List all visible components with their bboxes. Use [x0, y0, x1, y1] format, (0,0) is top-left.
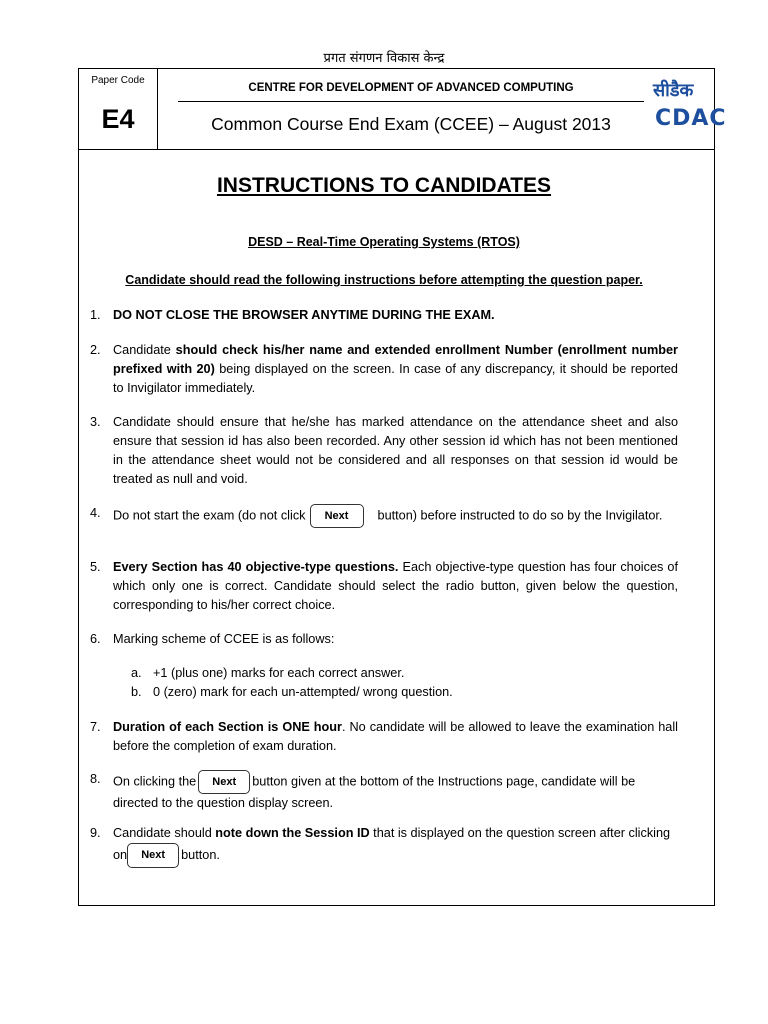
instruction-item: [90, 341, 678, 398]
item-number: 2.: [90, 343, 101, 357]
item-number: 9.: [90, 826, 101, 840]
instruction-item: [90, 630, 678, 649]
item-text: Marking scheme of CCEE is as follows:: [113, 632, 335, 646]
sub-item: [131, 664, 404, 683]
cdac-logo: [653, 76, 727, 136]
instruction-item: [90, 718, 678, 756]
sub-item-letter: a.: [131, 666, 142, 680]
item-text: Do not start the exam (do not click: [113, 508, 306, 523]
item-text-bold: should check his/her name and extended enrollment Number (enrollment number prefixed with 20): [113, 343, 678, 376]
item-number: 8.: [90, 772, 101, 786]
instruction-item: [90, 413, 678, 489]
item-text: being displayed on the screen. In case of any discrepancy, it should be reported to Invigilator immediately.: [113, 362, 678, 395]
item-text: that is displayed on the question screen after clicking on: [113, 826, 671, 862]
item-text: button.: [181, 847, 220, 862]
item-text: . No candidate will be allowed to leave the examination hall before the completion of exam duration.: [113, 720, 678, 753]
item-number: 1.: [90, 308, 101, 322]
item-text-bold: Every Section has 40 objective-type questions.: [113, 560, 399, 574]
item-text: Each objective-type question has four choices of which only one is correct. Candidate should select the radio button, given below the question, corresponding to his/her correct choice.: [113, 560, 678, 612]
instruction-item: [90, 558, 678, 615]
next-button[interactable]: Next: [198, 770, 250, 794]
item-text: Candidate should ensure that he/she has marked attendance on the attendance sheet and also ensure that session id has also been recorded. Any other session id which has not been mentioned in the attendance sheet would not be considered and all responses on that session id would be treated as null and void.: [113, 415, 678, 486]
instruction-item: [90, 504, 696, 528]
header-divider: [178, 101, 644, 102]
org-name: CENTRE FOR DEVELOPMENT OF ADVANCED COMPUTING: [248, 82, 574, 94]
item-number: 5.: [90, 560, 101, 574]
paper-code-value: E4: [101, 104, 135, 134]
next-button[interactable]: Next: [310, 504, 364, 528]
sub-item: [131, 683, 453, 702]
item-text: Candidate: [113, 343, 176, 357]
item-text-bold: Duration of each Section is ONE hour: [113, 720, 342, 734]
item-number: 3.: [90, 415, 101, 429]
item-text: button) before instructed to do so by the Invigilator.: [377, 508, 663, 523]
page-title: INSTRUCTIONS TO CANDIDATES: [216, 174, 552, 197]
document-header: [78, 68, 727, 150]
instruction-item: [90, 770, 678, 813]
paper-code-label: Paper Code: [91, 75, 145, 86]
item-text-bold: note down the Session ID: [215, 826, 370, 840]
sub-item-letter: b.: [131, 685, 142, 699]
item-text: button given at the bottom of the Instructions page, candidate will be directed to the question display screen.: [113, 774, 636, 810]
logo-latin-text: CDAC: [655, 106, 727, 131]
subject-title: DESD – Real-Time Operating Systems (RTOS): [248, 235, 520, 249]
sub-item-text: +1 (plus one) marks for each correct answer.: [153, 666, 405, 680]
item-number: 4.: [90, 506, 101, 520]
next-button[interactable]: Next: [127, 843, 179, 868]
instruction-item: [90, 824, 678, 868]
sub-item-text: 0 (zero) mark for each un-attempted/ wrong question.: [153, 685, 453, 699]
instruction-item: [90, 306, 678, 325]
logo-hindi-text: सीडैक: [653, 80, 694, 101]
exam-title: Common Course End Exam (CCEE) – August 2013: [211, 114, 611, 134]
org-name-hindi: प्रगत संगणन विकास केन्द्र: [323, 51, 445, 66]
item-number: 6.: [90, 632, 101, 646]
item-text: Candidate should: [113, 826, 216, 840]
item-number: 7.: [90, 720, 101, 734]
paper-code-box: [78, 68, 158, 149]
intro-note: Candidate should read the following instructions before attempting the question paper.: [125, 273, 643, 287]
item-text: On clicking the: [113, 774, 197, 789]
item-text: DO NOT CLOSE THE BROWSER ANYTIME DURING THE EXAM.: [113, 308, 495, 322]
